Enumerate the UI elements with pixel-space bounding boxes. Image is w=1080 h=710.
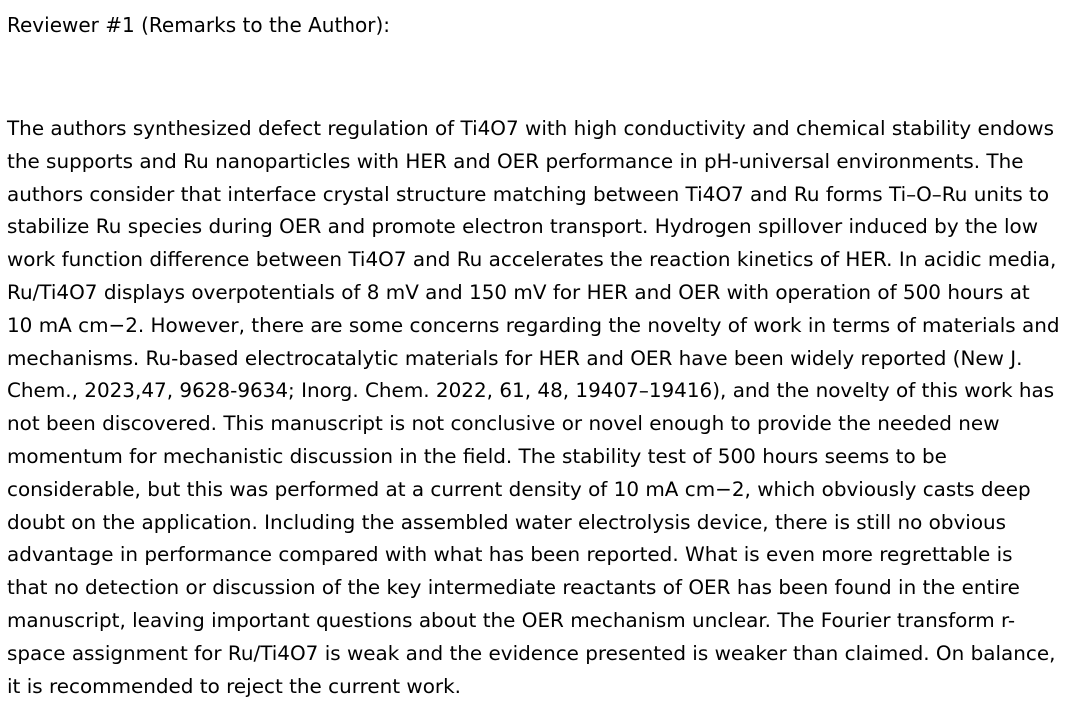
paragraph-line: considerable, but this was performed at a current density of 10 mA cm−2, which obviously casts deep bbox=[7, 476, 1031, 501]
paragraph-line: advantage in performance compared with what has been reported. What is even more regrettable is bbox=[7, 542, 1013, 567]
paragraph-line: doubt on the application. Including the assembled water electrolysis device, there is still no obvious bbox=[7, 509, 1007, 534]
paragraph-line: the supports and Ru nanoparticles with HER and OER performance in pH-universal environments. The bbox=[7, 148, 1024, 173]
paragraph-line: manuscript, leaving important questions about the OER mechanism unclear. The Fourier transform r- bbox=[7, 607, 1016, 632]
paragraph-line: Ru/Ti4O7 displays overpotentials of 8 mV and 150 mV for HER and OER with operation of 500 hours at bbox=[7, 279, 1030, 304]
paragraph-line: stabilize Ru species during OER and promote electron transport. Hydrogen spillover induced by the low bbox=[7, 214, 1039, 239]
paragraph-line: work function difference between Ti4O7 and Ru accelerates the reaction kinetics of HER. In acidic media, bbox=[7, 247, 1057, 272]
paragraph-line: not been discovered. This manuscript is not conclusive or novel enough to provide the needed new bbox=[7, 411, 1000, 436]
paragraph-line: that no detection or discussion of the key intermediate reactants of OER has been found in the entire bbox=[7, 575, 1020, 600]
paragraph-line: authors consider that interface crystal structure matching between Ti4O7 and Ru forms Ti–O–Ru units to bbox=[7, 181, 1050, 206]
reviewer-heading: Reviewer #1 (Remarks to the Author): bbox=[7, 13, 390, 37]
paragraph-line: mechanisms. Ru-based electrocatalytic materials for HER and OER have been widely reported (New J. bbox=[7, 345, 1023, 370]
paragraph-line: it is recommended to reject the current work. bbox=[7, 673, 462, 698]
paragraph-line: Chem., 2023,47, 9628-9634; Inorg. Chem. 2022, 61, 48, 19407–19416), and the novelty of this work has bbox=[7, 378, 1055, 403]
paragraph-line: space assignment for Ru/Ti4O7 is weak and the evidence presented is weaker than claimed. On balance, bbox=[7, 640, 1056, 665]
paragraph-line: momentum for mechanistic discussion in the field. The stability test of 500 hours seems to be bbox=[7, 443, 947, 468]
paragraph-line: The authors synthesized defect regulation of Ti4O7 with high conductivity and chemical stability endows bbox=[7, 116, 1054, 140]
review-paragraph bbox=[7, 112, 1077, 702]
paragraph-line: 10 mA cm−2. However, there are some concerns regarding the novelty of work in terms of materials and bbox=[7, 312, 1060, 337]
